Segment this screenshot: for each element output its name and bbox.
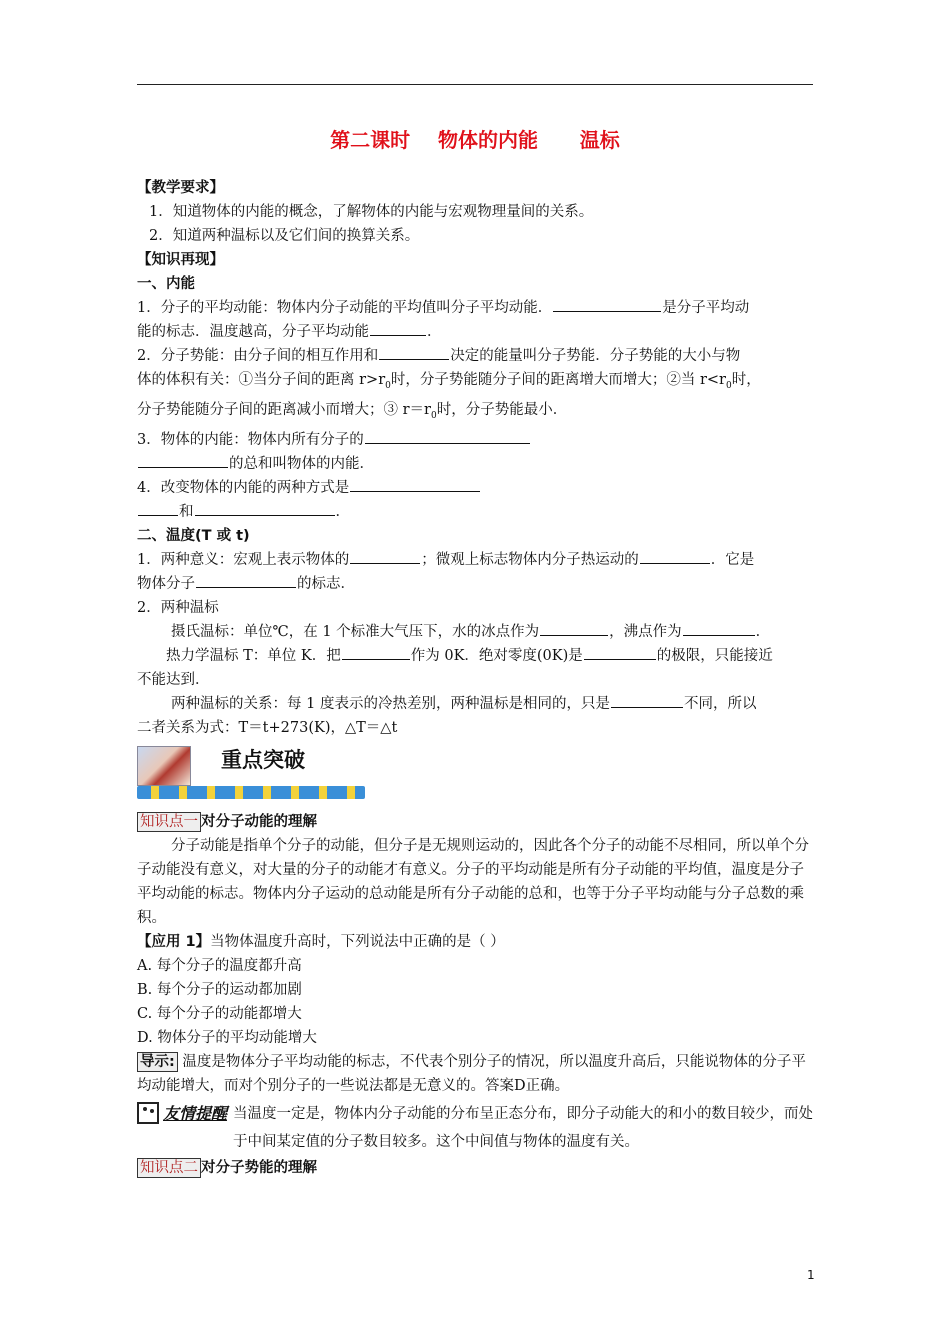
fill-blank <box>611 693 683 708</box>
fill-blank <box>640 549 710 564</box>
fill-blank <box>350 477 480 492</box>
knowledge-point-tag: 知识点一 <box>137 812 201 832</box>
paragraph-kelvin: 热力学温标 T：单位 K．把 作为 0K．绝对零度(0K)是 的极限，只能接近 不能达到． <box>137 644 817 692</box>
paragraph-two-scales: 2．两种温标 <box>137 599 219 616</box>
application-1-question: 【应用 1】当物体温度升高时，下列说法中正确的是（ ） <box>137 933 505 950</box>
requirement-item-2: 2．知道两种温标以及它们间的换算关系。 <box>149 228 420 244</box>
page-number: 1 <box>807 1268 815 1282</box>
fill-blank <box>379 345 449 360</box>
people-icon <box>137 1102 159 1124</box>
paragraph-temperature-meaning: 1．两种意义：宏观上表示物体的 ；微观上标志物体内分子热运动的 ．它是 物体分子 的标志． <box>137 548 817 596</box>
fill-blank <box>540 621 608 636</box>
option-c: C. 每个分子的动能都增大 <box>137 1005 302 1022</box>
teaching-requirements-heading: 【教学要求】 <box>137 180 224 196</box>
friendly-reminder-text: 当温度一定是，物体内分子动能的分布呈正态分布，即分子动能大的和小的数目较少，而处于中间某定值的分子数目较多。这个中间值与物体的温度有关。 <box>233 1105 813 1150</box>
knowledge-point-1-body: 分子动能是指单个分子的动能，但分子是无规则运动的，因此各个分子的动能不尽相同，所以单个分子动能没有意义，对大量的分子的动能才有意义。分子的平均动能是所有分子动能的平均值，温度是分子平均动能的标志。物体内分子运动的总动能是所有分子动能的总和，也等于分子平均动能与分子总数的乘积。 <box>137 837 809 926</box>
option-d: D. 物体分子的平均动能增大 <box>137 1029 317 1046</box>
fill-blank <box>370 321 426 336</box>
fill-blank <box>196 573 296 588</box>
fill-blank <box>584 645 656 660</box>
decorative-strip <box>137 786 365 799</box>
knowledge-point-2-heading: 知识点二 对分子势能的理解 <box>137 1156 817 1180</box>
friendly-reminder <box>137 1100 817 1156</box>
banner-image <box>137 746 191 786</box>
option-a: A. 每个分子的温度都升高 <box>137 957 302 974</box>
fill-blank <box>350 549 420 564</box>
friendly-reminder-label: 友情提醒 <box>163 1103 228 1123</box>
fill-blank <box>138 453 228 468</box>
option-b: B. 每个分子的运动都加剧 <box>137 981 302 998</box>
page-title: 第二课时 物体的内能 温标 <box>330 128 620 152</box>
knowledge-review-heading: 【知识再现】 <box>137 252 224 268</box>
paragraph-internal-energy: 3．物体的内能：物体内所有分子的 的总和叫物体的内能． <box>137 428 817 476</box>
fill-blank <box>195 501 335 516</box>
fill-blank <box>365 429 530 444</box>
key-points-banner <box>137 746 817 802</box>
guide-paragraph: 导示: 温度是物体分子平均动能的标志，不代表个别分子的情况，所以温度升高后，只能说物体的分子平均动能增大，而对个别分子的一些说法都是无意义的。答案D正确。 <box>137 1053 806 1094</box>
guide-label: 导示: <box>137 1052 178 1072</box>
document-body <box>137 176 817 1180</box>
section-temperature-heading: 二、温度(T 或 t) <box>137 527 250 544</box>
paragraph-scale-relation: 两种温标的关系：每 1 度表示的冷热差别，两种温标是相同的，只是 不同，所以 <box>137 692 817 716</box>
fill-blank <box>342 645 410 660</box>
fill-blank <box>683 621 755 636</box>
paragraph-change-methods: 4．改变物体的内能的两种方式是 和 ． <box>137 476 817 524</box>
section-internal-energy-heading: 一、内能 <box>137 276 195 292</box>
paragraph-celsius: 摄氏温标：单位℃，在 1 个标准大气压下，水的冰点作为 ，沸点作为 ． <box>137 620 817 644</box>
header-rule <box>137 84 813 85</box>
paragraph-scale-formula: 二者关系为式：T＝t+273(K)，△T＝△t <box>137 719 398 736</box>
paragraph-potential-energy: 2．分子势能：由分子间的相互作用和 决定的能量叫分子势能．分子势能的大小与物 体的体积有关：①当分子间的距离 $r>r_0$时，分子势能随分子间的距离增大而增大；②当 $r<r_0$时， 分子势能随分子间的距离减小而增大；③ $r=r_0$时，分子势能最小． <box>137 344 817 428</box>
knowledge-point-tag: 知识点二 <box>137 1158 201 1178</box>
requirement-item-1: 1．知道物体的内能的概念，了解物体的内能与宏观物理量间的关系。 <box>149 204 594 220</box>
paragraph-average-kinetic-energy: 1．分子的平均动能：物体内分子动能的平均值叫分子平均动能． 是分子平均动 能的标志．温度越高，分子平均动能 ． <box>137 296 817 344</box>
banner-title: 重点突破 <box>221 747 305 772</box>
fill-blank <box>553 297 661 312</box>
knowledge-point-1-heading: 知识点一 对分子动能的理解 <box>137 810 817 834</box>
fill-blank <box>138 501 178 516</box>
